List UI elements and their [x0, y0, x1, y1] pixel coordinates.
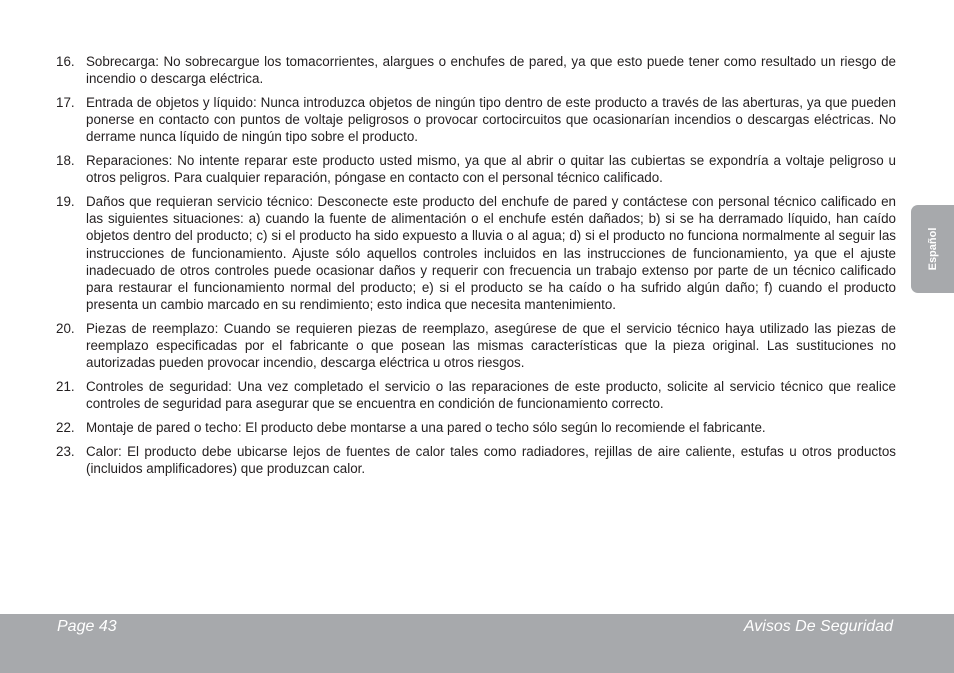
item-text: Sobrecarga: No sobrecargue los tomacorrientes, alargues o enchufes de pared, ya que esto puede tener como resultado un riesgo de incendio o descarga eléctrica. [86, 54, 896, 87]
item-number: 23. [56, 443, 75, 459]
item-number: 18. [56, 153, 75, 169]
list-item [56, 94, 896, 146]
item-number: 20. [56, 320, 75, 336]
list-item [56, 419, 896, 436]
item-number: 19. [56, 193, 75, 209]
item-text: Calor: El producto debe ubicarse lejos de fuentes de calor tales como radiadores, rejillas de aire caliente, estufas u otros productos (incluidos amplificadores) que produzcan calor. [86, 443, 896, 476]
item-number: 16. [56, 54, 75, 69]
item-text: Reparaciones: No intente reparar este producto usted mismo, ya que al abrir o quitar las cubiertas se expondría a voltaje peligroso u otros peligros. Para cualquier reparación, póngase en contacto con el personal técnico calificado. [86, 153, 896, 186]
section-title: Avisos De Seguridad [743, 618, 893, 635]
list-item [56, 53, 896, 87]
item-text: Controles de seguridad: Una vez completado el servicio o las reparaciones de este producto, solicite al servicio técnico que realice controles de seguridad para asegurar que se encuentra en condición de funcionamiento correcto. [86, 378, 896, 412]
page-number: Page 43 [57, 618, 117, 635]
language-tab-label: Español [926, 227, 939, 271]
item-text: Montaje de pared o techo: El producto debe montarse a una pared o techo sólo según lo recomiende el fabricante. [86, 419, 766, 435]
item-text: Piezas de reemplazo: Cuando se requieren piezas de reemplazo, asegúrese de que el servicio técnico haya utilizado las piezas de reemplazo especificadas por el fabricante o que posean las mismas características que la pieza original. Las sustituciones no autorizadas pueden provocar incendio, descarga eléctrica u otros riesgos. [86, 320, 896, 371]
list-item [56, 443, 896, 477]
language-tab [911, 205, 954, 293]
list-item [56, 378, 896, 412]
safety-list [56, 53, 896, 483]
list-item [56, 193, 896, 313]
item-text: Daños que requieran servicio técnico: Desconecte este producto del enchufe de pared y contáctese con personal técnico calificado en las siguientes situaciones: a) cuando la fuente de alimentación o el enchufe estén dañados; b) si se ha derramado líquido, han caído objetos dentro del producto; c) si el producto ha sido expuesto a lluvia o al agua; d) si el producto no funciona normalmente al seguir las instrucciones de funcionamiento. Ajuste sólo aquellos controles incluidos en las instrucciones de funcionamiento, ya que el ajuste inadecuado de otros controles puede ocasionar daños y requerir con frecuencia un trabajo extenso por parte de un técnico calificado para restaurar el funcionamiento normal del producto; e) si el producto se ha caído o ha sufrido algún daño; f) cuando el producto presenta un cambio marcado en su rendimiento; esto indica que necesita mantenimiento. [86, 193, 896, 313]
item-text: Entrada de objetos y líquido: Nunca introduzca objetos de ningún tipo dentro de este producto a través de las aberturas, ya que pueden ponerse en contacto con puntos de voltaje peligrosos o provocar cortocircuitos que ocasionarían incendios o descargas eléctricas. No derrame nunca líquido de ningún tipo sobre el producto. [86, 94, 896, 145]
list-item [56, 152, 896, 186]
item-number: 21. [56, 378, 75, 394]
page-footer [0, 614, 954, 673]
item-number: 17. [56, 94, 75, 110]
list-item [56, 320, 896, 372]
item-number: 22. [56, 419, 75, 435]
